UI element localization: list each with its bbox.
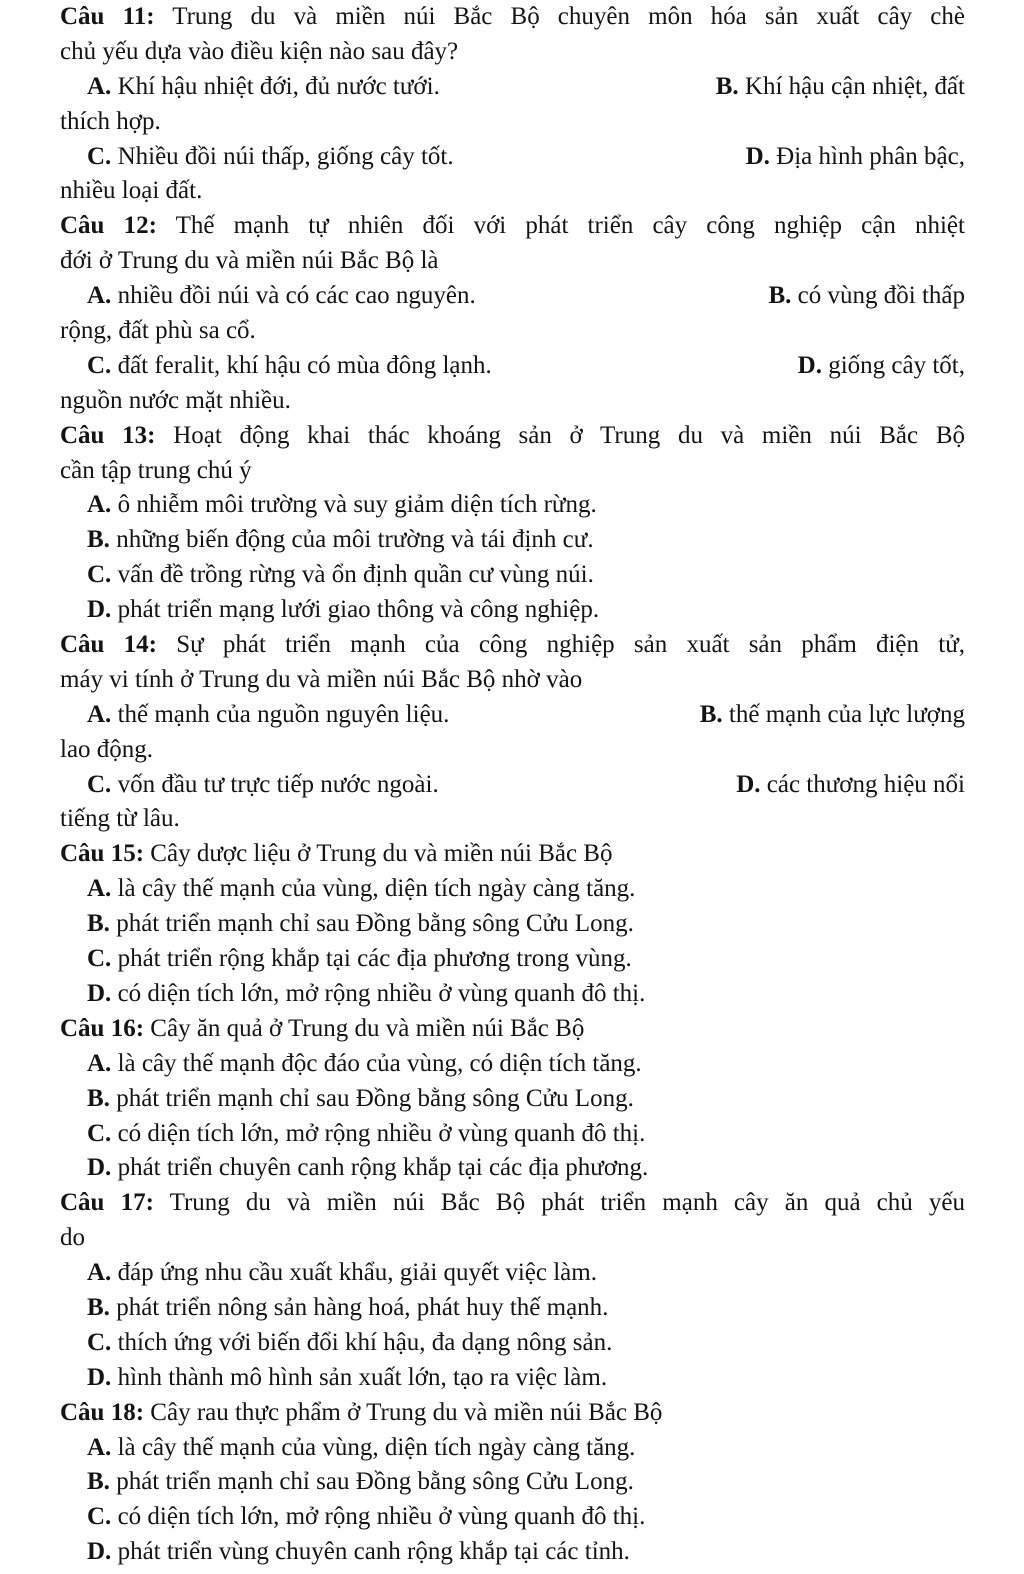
question-stem-line [60,244,965,279]
option-text: phát triển mạng lưới giao thông và công nghiệp. [117,596,600,624]
option-text: thế mạnh của lực lượng [728,700,965,728]
option-d [736,768,965,803]
option-c [60,942,965,977]
option-d [746,140,965,175]
question-number: Câu 11: [60,3,155,30]
option-continuation: rộng, đất phù sa cổ. [60,317,256,345]
option-c [60,1117,965,1152]
option-d [60,593,965,628]
option-letter: B. [87,526,110,554]
question-stem-text: cần tập trung chú ý [60,456,252,484]
question-stem-text: Thế mạnh tự nhiên đối với phát triển cây công nghiệp cận nhiệt [175,212,965,240]
question-stem-line [60,209,965,244]
question-block [60,628,965,837]
option-a [60,1431,965,1466]
option-text: vốn đầu tư trực tiếp nước ngoài. [117,770,439,798]
option-b [60,523,965,558]
option-text: phát triển vùng chuyên canh rộng khắp tại các tỉnh. [117,1538,630,1566]
option-letter: D. [87,1154,112,1182]
option-row [60,70,965,105]
option-b [60,1465,965,1500]
question-block [60,0,965,209]
question-number: Câu 13: [60,421,156,449]
option-text: có diện tích lớn, mở rộng nhiều ở vùng quanh đô thị. [117,979,646,1007]
option-letter: A. [87,700,112,728]
option-letter: C. [87,1503,112,1531]
option-text: phát triển mạnh chỉ sau Đồng bằng sông Cửu Long. [116,910,634,938]
option-letter: B. [87,910,110,938]
option-text: ô nhiễm môi trường và suy giảm diện tích rừng. [117,491,597,519]
option-b [60,1082,965,1117]
question-block [60,837,965,1011]
option-row [60,140,965,175]
option-letter: C. [87,1328,112,1356]
option-continuation: lao động. [60,735,154,763]
option-text: là cây thế mạnh của vùng, diện tích ngày càng tăng. [117,875,636,903]
option-b [60,1291,965,1326]
question-stem-text: Cây ăn quả ở Trung du và miền núi Bắc Bộ [150,1014,585,1042]
option-text: thích ứng với biến đổi khí hậu, đa dạng nông sản. [117,1328,613,1356]
option-text: có diện tích lớn, mở rộng nhiều ở vùng quanh đô thị. [117,1503,646,1531]
option-a [60,1256,965,1291]
question-stem-line [60,628,965,663]
option-text: giống cây tốt, [828,351,965,379]
option-a [60,872,965,907]
option-c [87,349,492,384]
option-letter: C. [87,1119,112,1147]
question-number: Câu 14: [60,631,157,659]
option-text: phát triển nông sản hàng hoá, phát huy thế mạnh. [116,1293,609,1321]
option-b [716,70,965,105]
question-block [60,1012,965,1186]
option-text: đất feralit, khí hậu có mùa đông lạnh. [117,351,492,379]
option-letter: C. [87,561,112,589]
option-c [60,558,965,593]
option-letter: D. [87,1363,112,1391]
question-stem-line [60,837,965,872]
question-block [60,209,965,418]
option-letter: B. [715,72,739,100]
option-row [60,698,965,733]
option-row [60,349,965,384]
option-letter: D. [87,979,112,1007]
question-block [60,1186,965,1395]
question-stem-text: Trung du và miền núi Bắc Bộ phát triển mạnh cây ăn quả chủ yếu [169,1189,965,1217]
option-letter: B. [87,1468,110,1496]
question-stem-line [60,1221,965,1256]
question-stem-text: Cây dược liệu ở Trung du và miền núi Bắc Bộ [150,840,613,868]
question-block [60,419,965,628]
option-c [87,768,439,803]
option-letter: A. [87,1433,112,1461]
question-stem-text: do [60,1224,85,1252]
question-number: Câu 15: [60,840,145,868]
question-stem-text: chủ yếu dựa vào điều kiện nào sau đây? [60,37,459,65]
option-text: có diện tích lớn, mở rộng nhiều ở vùng quanh đô thị. [117,1119,646,1147]
question-stem-text: đới ở Trung du và miền núi Bắc Bộ là [60,247,439,275]
option-text: Khí hậu cận nhiệt, đất [744,72,965,100]
option-text: nhiều đồi núi và có các cao nguyên. [117,282,476,310]
option-letter: C. [87,142,112,170]
option-letter: B. [768,282,792,310]
option-letter: D. [87,596,112,624]
option-text: là cây thế mạnh của vùng, diện tích ngày càng tăng. [117,1433,636,1461]
question-number: Câu 17: [60,1189,154,1217]
option-letter: D. [736,770,761,798]
option-a [87,70,440,105]
option-letter: D. [797,351,822,379]
question-number: Câu 18: [60,1398,145,1426]
option-letter: A. [87,875,112,903]
question-stem-line [60,1012,965,1047]
option-text: phát triển chuyên canh rộng khắp tại các địa phương. [117,1154,649,1182]
question-stem-line [60,1186,965,1221]
option-c [60,1500,965,1535]
question-stem-text: Hoạt động khai thác khoáng sản ở Trung du và miền núi Bắc Bộ [173,421,965,449]
option-c [87,140,454,175]
option-continuation: nhiều loại đất. [60,177,203,205]
option-text: có vùng đồi thấp [797,282,965,310]
option-text: đáp ứng nhu cầu xuất khẩu, giải quyết việc làm. [117,1259,597,1287]
option-text: những biến động của môi trường và tái định cư. [116,526,594,554]
question-stem-text: Trung du và miền núi Bắc Bộ chuyên môn hóa sản xuất cây chè [172,3,965,30]
option-d [798,349,965,384]
option-row [60,279,965,314]
option-continuation: thích hợp. [60,107,161,135]
option-letter: B. [87,1084,110,1112]
question-stem-text: Cây rau thực phẩm ở Trung du và miền núi Bắc Bộ [150,1398,663,1426]
question-stem-text: Sự phát triển mạnh của công nghiệp sản xuất sản phẩm điện tử, [176,631,965,659]
option-row [60,768,965,803]
option-letter: C. [87,945,112,973]
option-letter: C. [87,770,112,798]
question-stem-line [60,663,965,698]
option-text: phát triển rộng khắp tại các địa phương trong vùng. [117,945,632,973]
question-stem-text: máy vi tính ở Trung du và miền núi Bắc Bộ nhờ vào [60,665,583,693]
option-letter: C. [87,351,112,379]
option-a [87,279,476,314]
option-letter: A. [87,491,112,519]
option-a [87,698,449,733]
option-text: là cây thế mạnh độc đáo của vùng, có diện tích tăng. [117,1049,642,1077]
question-stem-line [60,419,965,454]
question-block [60,1396,965,1570]
option-letter: A. [87,1259,112,1287]
option-letter: D. [87,1538,112,1566]
option-text: Nhiều đồi núi thấp, giống cây tốt. [117,142,454,170]
option-letter: A. [87,1049,112,1077]
option-text: phát triển mạnh chỉ sau Đồng bằng sông Cửu Long. [116,1468,634,1496]
option-text: hình thành mô hình sản xuất lớn, tạo ra việc làm. [117,1363,608,1391]
option-b [700,698,965,733]
option-text: Khí hậu nhiệt đới, đủ nước tưới. [117,72,440,100]
option-text: các thương hiệu nổi [766,770,965,798]
question-number: Câu 12: [60,212,157,240]
exam-page [60,0,965,1574]
option-a [60,1047,965,1082]
option-text: thế mạnh của nguồn nguyên liệu. [117,700,450,728]
option-c [60,1326,965,1361]
option-text: vấn đề trồng rừng và ổn định quần cư vùng núi. [117,561,594,589]
question-stem-line [60,454,965,489]
option-d [60,977,965,1012]
option-a [60,488,965,523]
option-d [60,1535,965,1570]
option-continuation: tiếng từ lâu. [60,805,180,833]
option-letter: D. [745,142,770,170]
option-b [768,279,965,314]
option-letter: A. [87,72,112,100]
question-stem-line [60,0,965,35]
option-d [60,1361,965,1396]
option-letter: A. [87,282,112,310]
option-letter: B. [87,1293,110,1321]
question-stem-line [60,1396,965,1431]
option-continuation: nguồn nước mặt nhiều. [60,386,291,414]
option-b [60,907,965,942]
option-d [60,1151,965,1186]
question-number: Câu 16: [60,1014,145,1042]
option-text: phát triển mạnh chỉ sau Đồng bằng sông Cửu Long. [116,1084,634,1112]
question-stem-line [60,35,965,70]
option-letter: B. [699,700,723,728]
option-text: Địa hình phân bậc, [776,142,965,170]
